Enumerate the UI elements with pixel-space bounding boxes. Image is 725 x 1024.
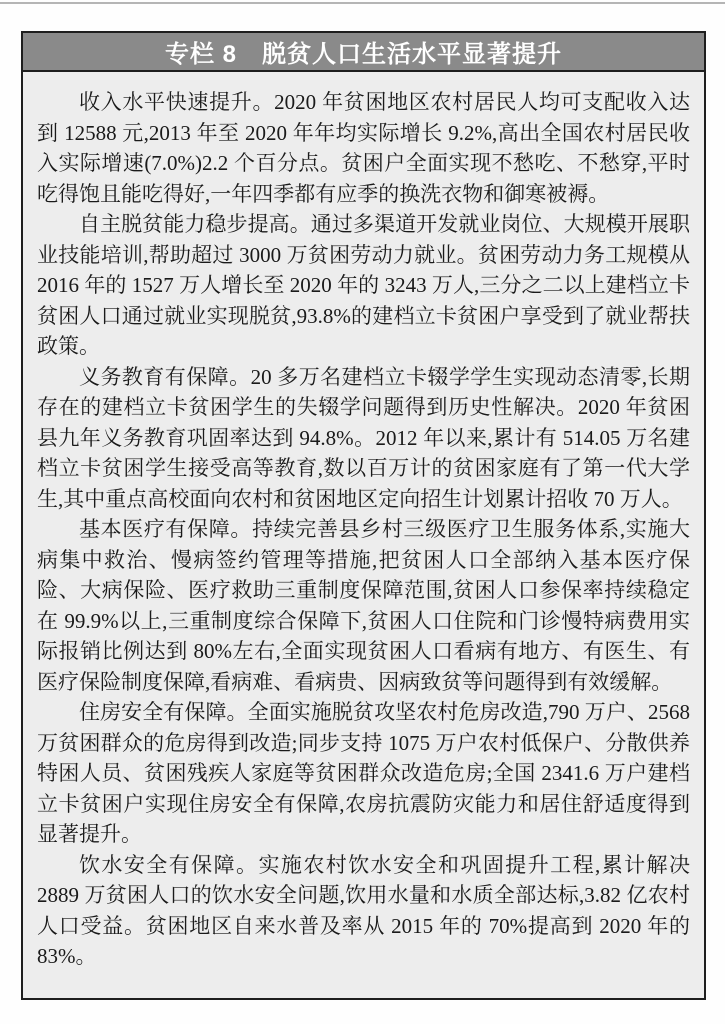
box-header: [23, 33, 704, 72]
paragraph-income: 收入水平快速提升。2020 年贫困地区农村居民人均可支配收入达到 12588 元,2013 年至 2020 年年均实际增长 9.2%,高出全国农村居民收入实际增速(7.0%)2.2 个百分点。贫困户全面实现不愁吃、不愁穿,平时吃得饱且能吃得好,一年四季都有应季的换洗衣物和御寒被褥。: [37, 90, 690, 206]
paragraph-education: 义务教育有保障。20 多万名建档立卡辍学学生实现动态清零,长期存在的建档立卡贫困学生的失辍学问题得到历史性解决。2020 年贫困县九年义务教育巩固率达到 94.8%。2012 年以来,累计有 514.05 万名建档立卡贫困学生接受高等教育,数以百万计的贫困家庭有了第一代大学生,其中重点高校面向农村和贫困地区定向招生计划累计招收 70 万人。: [37, 364, 690, 511]
box-title: 专栏 8 脱贫人口生活水平显著提升: [164, 41, 562, 68]
box-body: [23, 72, 704, 998]
paragraph-medical: 基本医疗有保障。持续完善县乡村三级医疗卫生服务体系,实施大病集中救治、慢病签约管理等措施,把贫困人口全部纳入基本医疗保险、大病保险、医疗救助三重制度保障范围,贫困人口参保率持续稳定在 99.9%以上,三重制度综合保障下,贫困人口住院和门诊慢特病费用实际报销比例达到 80%左右,全面实现贫困人口看病有地方、有医生、有医疗保险制度保障,看病难、看病贵、因病致贫等问题得到有效缓解。: [37, 517, 690, 694]
paragraph-housing: 住房安全有保障。全面实施脱贫攻坚农村危房改造,790 万户、2568 万贫困群众的危房得到改造;同步支持 1075 万户农村低保户、分散供养特困人员、贫困残疾人家庭等贫困群众改造危房;全国 2341.6 万户建档立卡贫困户实现住房安全有保障,农房抗震防灾能力和居住舒适度得到显著提升。: [37, 700, 690, 846]
page-top-rule: [0, 2, 725, 4]
paragraph-water: 饮水安全有保障。实施农村饮水安全和巩固提升工程,累计解决 2889 万贫困人口的饮水安全问题,饮用水量和水质全部达标,3.82 亿农村人口受益。贫困地区自来水普及率从 2015 年的 70%提高到 2020 年的 83%。: [37, 852, 690, 968]
highlight-box: [21, 31, 706, 1000]
paragraph-employment: 自主脱贫能力稳步提高。通过多渠道开发就业岗位、大规模开展职业技能培训,帮助超过 3000 万贫困劳动力就业。贫困劳动力务工规模从 2016 年的 1527 万人增长至 2020 年的 3243 万人,三分之二以上建档立卡贫困人口通过就业实现脱贫,93.8%的建档立卡贫困户享受到了就业帮扶政策。: [37, 212, 690, 358]
